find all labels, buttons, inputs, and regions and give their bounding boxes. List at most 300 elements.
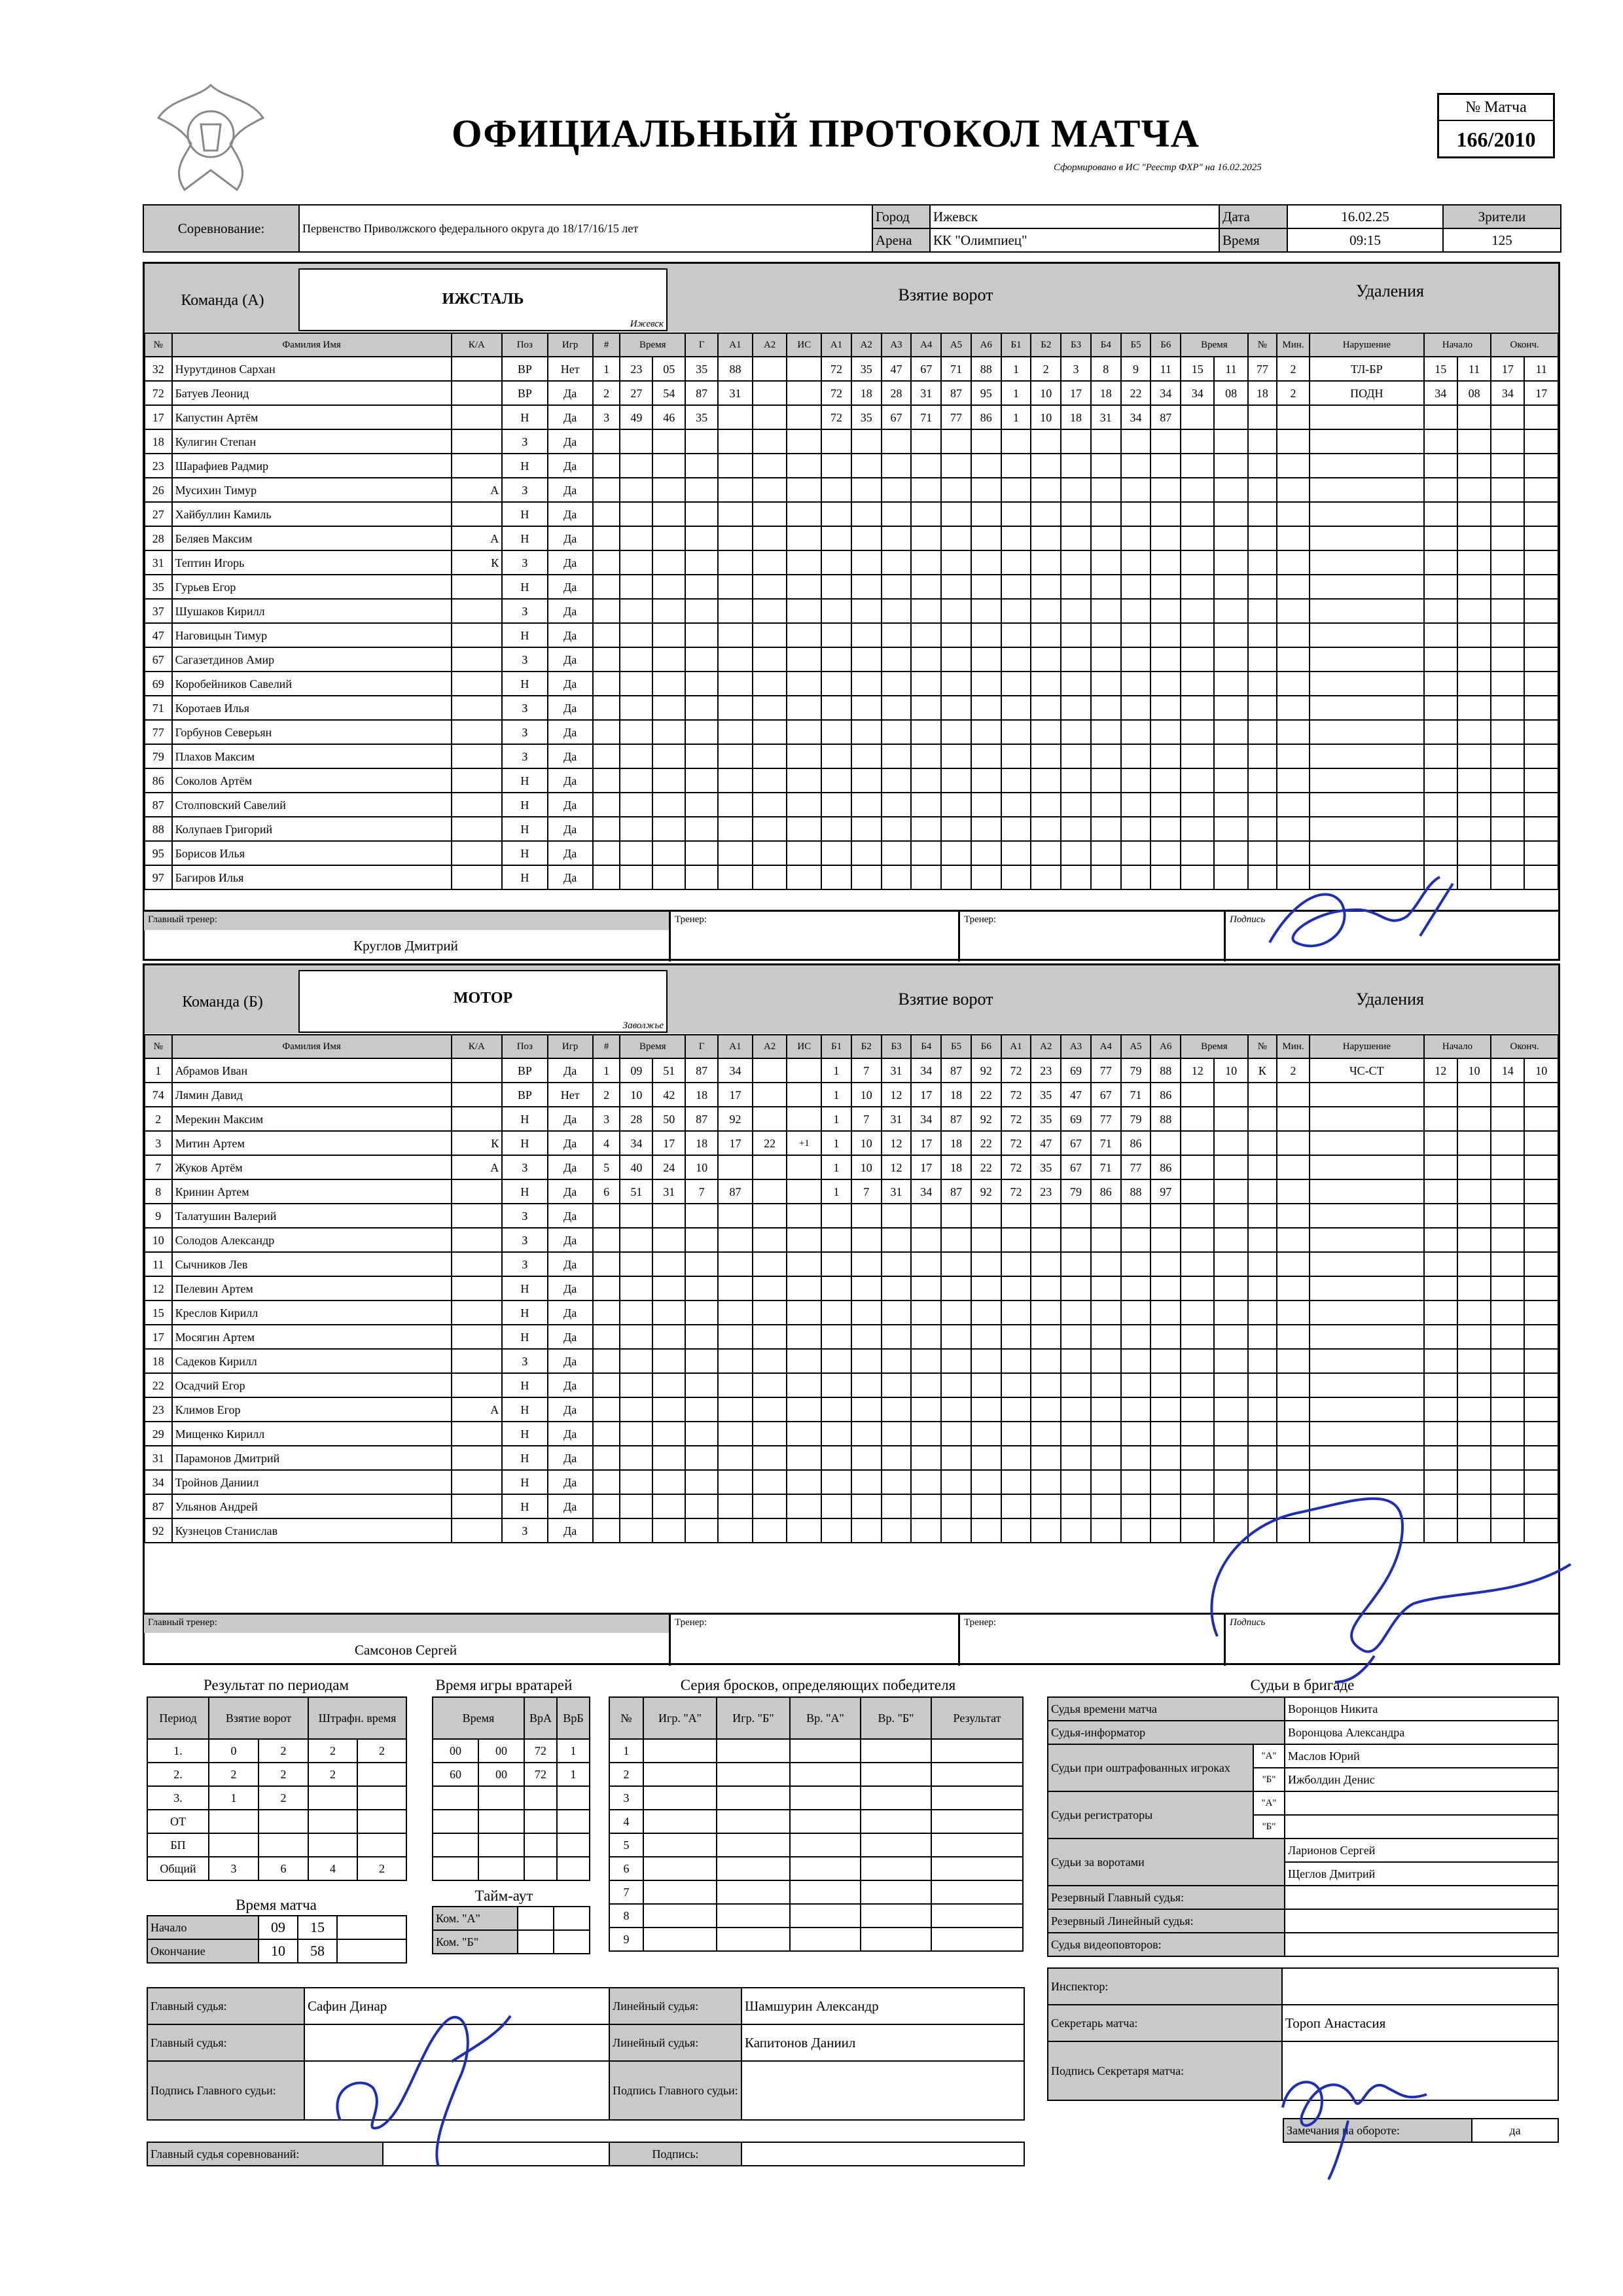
pen-end-sec [1524, 1373, 1558, 1397]
onice-left [911, 768, 941, 793]
col-onice-right: Б1 [1001, 333, 1031, 357]
onice-left [971, 1228, 1001, 1252]
player-played: Да [548, 1446, 593, 1470]
pen-end-sec [1524, 672, 1558, 696]
pen-minutes [1277, 1083, 1310, 1107]
onice-right [1091, 1300, 1121, 1325]
pen-player [1248, 1228, 1277, 1252]
onice-right [1150, 865, 1181, 889]
pen-end-sec [1524, 1276, 1558, 1300]
onice-left [971, 502, 1001, 526]
goal-scorer [685, 1252, 718, 1276]
onice-right [1091, 526, 1121, 550]
pen-start-sec: 10 [1457, 1058, 1491, 1083]
onice-right: 1 [1001, 357, 1031, 381]
player-name: Коробейников Савелий [172, 672, 452, 696]
gk-h-a: ВрА [524, 1697, 557, 1739]
pen-violation [1310, 1155, 1424, 1179]
onice-left [911, 1494, 941, 1518]
onice-left [851, 793, 882, 817]
pen-start-min [1424, 696, 1457, 720]
main-ref-label-2: Главный судья: [147, 2024, 304, 2061]
onice-right [1061, 526, 1091, 550]
onice-right: 35 [1031, 1155, 1061, 1179]
pen-end-min [1491, 1349, 1524, 1373]
onice-left: 34 [911, 1107, 941, 1131]
onice-left [941, 1373, 971, 1397]
pen-end-sec [1524, 1204, 1558, 1228]
player-row [145, 793, 1558, 817]
onice-right [1001, 1204, 1031, 1228]
goal-scorer [685, 526, 718, 550]
onice-left [851, 550, 882, 575]
pen-player [1248, 817, 1277, 841]
goal-situation [787, 1276, 821, 1300]
reg-label: Судьи регистраторы [1048, 1791, 1253, 1839]
pen-min [1181, 405, 1214, 429]
goal-assist-2 [753, 357, 787, 381]
onice-right [1031, 1518, 1061, 1543]
onice-left [851, 1470, 882, 1494]
onice-right: 35 [1031, 1107, 1061, 1131]
pen-end-sec [1524, 1252, 1558, 1276]
onice-right [1150, 672, 1181, 696]
goal-situation [787, 720, 821, 744]
so-cell [717, 1880, 790, 1904]
pen-player [1248, 1349, 1277, 1373]
onice-right: 18 [1091, 381, 1121, 405]
onice-left [851, 768, 882, 793]
pen-end-sec: 10 [1524, 1058, 1558, 1083]
gk-sec [478, 1786, 524, 1810]
player-row [145, 647, 1558, 672]
goal-sec [652, 1373, 685, 1397]
pen-end-min [1491, 478, 1524, 502]
onice-right [1121, 1252, 1151, 1276]
pen-end-min [1491, 599, 1524, 623]
onice-left [882, 1228, 912, 1252]
goal-assist-2 [753, 526, 787, 550]
pen-start-sec [1457, 405, 1491, 429]
goal-assist-2 [753, 672, 787, 696]
player-row [145, 1325, 1558, 1349]
player-name: Сычников Лев [172, 1252, 452, 1276]
onice-right [1091, 672, 1121, 696]
goal-sec: 17 [652, 1131, 685, 1155]
team-a-trainer-2 [958, 912, 1226, 961]
pen-min [1181, 526, 1214, 550]
goal-scorer: 35 [685, 405, 718, 429]
pen-sec [1214, 550, 1247, 575]
onice-right [1061, 865, 1091, 889]
pen-end-min: 34 [1491, 381, 1524, 405]
pen-violation [1310, 1349, 1424, 1373]
onice-right: 31 [1091, 405, 1121, 429]
pen-min [1181, 1300, 1214, 1325]
res-line [1285, 1909, 1558, 1933]
col-onice-left: Б4 [911, 1035, 941, 1058]
goal-min [620, 720, 652, 744]
so-cell [931, 1786, 1023, 1810]
start-blank [337, 1916, 406, 1939]
pen-violation [1310, 1179, 1424, 1204]
onice-right [1150, 1252, 1181, 1276]
goal-judge-1: Ларионов Сергей [1285, 1839, 1558, 1862]
pen-minutes [1277, 1155, 1310, 1179]
onice-right [1121, 1349, 1151, 1373]
onice-left [821, 526, 851, 550]
pen-start-min [1424, 744, 1457, 768]
onice-left: 22 [971, 1155, 1001, 1179]
pen-end-sec [1524, 1228, 1558, 1252]
pen-sec [1214, 1131, 1247, 1155]
onice-right [1121, 744, 1151, 768]
player-captain [452, 381, 503, 405]
onice-left [971, 817, 1001, 841]
goal-assist-2 [753, 1300, 787, 1325]
pen-minutes [1277, 1204, 1310, 1228]
goal-min [620, 1397, 652, 1422]
pen-sec [1214, 526, 1247, 550]
gk-min: 00 [433, 1739, 478, 1763]
onice-left [911, 502, 941, 526]
pen-start-min [1424, 817, 1457, 841]
onice-right [1150, 720, 1181, 744]
pen-violation [1310, 599, 1424, 623]
goal-scorer [685, 454, 718, 478]
onice-right [1121, 1494, 1151, 1518]
goal-assist-1 [718, 1422, 753, 1446]
pen-start-min [1424, 1204, 1457, 1228]
player-name: Пелевин Артем [172, 1276, 452, 1300]
col-is: ИС [787, 333, 821, 357]
goal-assist-1 [718, 647, 753, 672]
pen-start-min [1424, 1373, 1457, 1397]
onice-left [882, 1252, 912, 1276]
onice-left [821, 1397, 851, 1422]
goal-assist-2 [753, 1228, 787, 1252]
sign-label: Подпись [1230, 914, 1266, 925]
pen-end-sec [1524, 1107, 1558, 1131]
res-line-label: Резервный Линейный судья: [1048, 1909, 1285, 1933]
pen-end-sec [1524, 478, 1558, 502]
onice-left [971, 1373, 1001, 1397]
onice-left [882, 1373, 912, 1397]
pen-player [1248, 793, 1277, 817]
goal-assist-2 [753, 429, 787, 454]
onice-right [1150, 647, 1181, 672]
onice-left: 92 [971, 1058, 1001, 1083]
col-onice-right: А1 [1001, 1035, 1031, 1058]
goal-assist-2 [753, 454, 787, 478]
player-row [145, 1058, 1558, 1083]
onice-left [941, 672, 971, 696]
onice-left [821, 1252, 851, 1276]
so-no: 7 [609, 1880, 643, 1904]
gk-min [433, 1833, 478, 1857]
goal-number [593, 454, 620, 478]
so-no: 4 [609, 1810, 643, 1833]
pen-start-min [1424, 1252, 1457, 1276]
pen-violation [1310, 1276, 1424, 1300]
player-row [145, 672, 1558, 696]
goal-assist-2 [753, 575, 787, 599]
onice-right [1061, 1325, 1091, 1349]
onice-right: 79 [1121, 1107, 1151, 1131]
goal-situation [787, 575, 821, 599]
player-captain [452, 647, 503, 672]
team-a-name-box [298, 268, 668, 331]
timeout-a-cell [518, 1907, 554, 1930]
onice-left [882, 1349, 912, 1373]
goal-assist-2 [753, 1518, 787, 1543]
onice-right [1121, 720, 1151, 744]
pen-minutes [1277, 405, 1310, 429]
onice-right [1121, 454, 1151, 478]
goal-scorer [685, 1494, 718, 1518]
pen-minutes [1277, 454, 1310, 478]
col-onice-left: А5 [941, 333, 971, 357]
secretary: Тороп Анастасия [1282, 2005, 1558, 2041]
goal-assist-2 [753, 1155, 787, 1179]
pen-start-sec [1457, 1373, 1491, 1397]
col-onice-left: Б1 [821, 1035, 851, 1058]
col-is: ИС [787, 1035, 821, 1058]
player-captain [452, 793, 503, 817]
onice-left [971, 720, 1001, 744]
goal-scorer [685, 744, 718, 768]
player-captain [452, 1446, 503, 1470]
goal-scorer [685, 1397, 718, 1422]
onice-left [851, 817, 882, 841]
onice-right [1031, 1349, 1061, 1373]
pen-minutes [1277, 1107, 1310, 1131]
pen-end-sec [1524, 696, 1558, 720]
onice-left: 1 [821, 1083, 851, 1107]
pen-sec [1214, 696, 1247, 720]
pen-violation [1310, 647, 1424, 672]
player-number: 97 [145, 865, 172, 889]
goal-sec [652, 865, 685, 889]
goal-situation [787, 1446, 821, 1470]
onice-left [821, 1228, 851, 1252]
onice-right [1150, 1446, 1181, 1470]
onice-left: 92 [971, 1107, 1001, 1131]
goal-scorer: 18 [685, 1131, 718, 1155]
so-cell [717, 1928, 790, 1951]
so-cell [790, 1833, 861, 1857]
player-position: Н [502, 1325, 547, 1349]
onice-left: 88 [971, 357, 1001, 381]
pen-minutes [1277, 696, 1310, 720]
onice-right [1150, 817, 1181, 841]
goal-situation [787, 1470, 821, 1494]
pen-end-sec [1524, 1179, 1558, 1204]
player-number: 11 [145, 1252, 172, 1276]
date-label: Дата [1219, 205, 1287, 228]
period-row [147, 1833, 406, 1857]
pen-end-min [1491, 1083, 1524, 1107]
player-number: 95 [145, 841, 172, 865]
pen-player [1248, 429, 1277, 454]
goal-sec [652, 1325, 685, 1349]
goal-min [620, 672, 652, 696]
onice-right [1091, 429, 1121, 454]
onice-right [1061, 817, 1091, 841]
onice-right [1150, 1494, 1181, 1518]
onice-left [911, 1446, 941, 1470]
onice-left [821, 720, 851, 744]
goal-scorer [685, 502, 718, 526]
onice-left [851, 599, 882, 623]
player-played: Да [548, 1325, 593, 1349]
goal-sec [652, 1470, 685, 1494]
results-table [147, 1696, 407, 1881]
player-position: Н [502, 623, 547, 647]
goal-min [620, 1252, 652, 1276]
onice-left: 72 [821, 381, 851, 405]
onice-right [1061, 1228, 1091, 1252]
onice-left [882, 865, 912, 889]
goal-sec: 54 [652, 381, 685, 405]
goal-number [593, 429, 620, 454]
player-number: 69 [145, 672, 172, 696]
goal-scorer [685, 647, 718, 672]
shootout-row [609, 1833, 1023, 1857]
goal-situation [787, 1107, 821, 1131]
col-onice-right: А6 [1150, 1035, 1181, 1058]
pen-violation [1310, 744, 1424, 768]
onice-right [1150, 1373, 1181, 1397]
pen-end-min [1491, 647, 1524, 672]
gk-row [433, 1739, 590, 1763]
generated-note: Сформировано в ИС "Реестр ФХР" на 16.02.2025 [1054, 162, 1262, 173]
onice-right: 86 [1121, 1131, 1151, 1155]
onice-right [1150, 768, 1181, 793]
player-name: Мосягин Артем [172, 1325, 452, 1349]
onice-right [1031, 793, 1061, 817]
pen-min [1181, 1131, 1214, 1155]
goal-assist-2 [753, 1397, 787, 1422]
pen-end-sec [1524, 1397, 1558, 1422]
onice-left [821, 1494, 851, 1518]
goal-sec [652, 550, 685, 575]
pen-player [1248, 550, 1277, 575]
period-pen-b [357, 1763, 406, 1786]
onice-right: 2 [1031, 357, 1061, 381]
period-goals-a: 2 [209, 1763, 259, 1786]
pen-start-min [1424, 599, 1457, 623]
onice-left [941, 1300, 971, 1325]
goal-number: 3 [593, 1107, 620, 1131]
pen-minutes [1277, 1252, 1310, 1276]
pen-player [1248, 647, 1277, 672]
onice-left [941, 478, 971, 502]
pen-violation [1310, 478, 1424, 502]
signature-team-a [1257, 870, 1466, 962]
goal-number [593, 1446, 620, 1470]
player-captain [452, 1494, 503, 1518]
onice-left [851, 672, 882, 696]
player-row [145, 817, 1558, 841]
pen-violation [1310, 1300, 1424, 1325]
pen-sec [1214, 744, 1247, 768]
goal-situation [787, 696, 821, 720]
goal-number [593, 647, 620, 672]
goal-number [593, 502, 620, 526]
gk-sec [478, 1810, 524, 1833]
goal-sec [652, 647, 685, 672]
onice-right [1031, 502, 1061, 526]
pen-minutes [1277, 1228, 1310, 1252]
pen-min [1181, 1155, 1214, 1179]
goal-assist-1 [718, 454, 753, 478]
pen-sec [1214, 429, 1247, 454]
player-captain [452, 1107, 503, 1131]
pen-start-min [1424, 1228, 1457, 1252]
onice-left [911, 672, 941, 696]
onice-left [911, 478, 941, 502]
pen-start-sec [1457, 1228, 1491, 1252]
col-pen-time: Время [1181, 1035, 1248, 1058]
goal-assist-2 [753, 1422, 787, 1446]
pen-start-sec [1457, 1107, 1491, 1131]
pen-player [1248, 720, 1277, 744]
onice-left [882, 647, 912, 672]
onice-right [1061, 744, 1091, 768]
col-onice-left: А1 [821, 333, 851, 357]
goal-situation [787, 865, 821, 889]
onice-left: 12 [882, 1131, 912, 1155]
onice-right: 10 [1031, 405, 1061, 429]
col-goal-time: Время [620, 333, 685, 357]
pen-end-sec [1524, 1131, 1558, 1155]
so-cell [790, 1880, 861, 1904]
goal-number [593, 1252, 620, 1276]
onice-left [971, 1470, 1001, 1494]
player-row [145, 550, 1558, 575]
onice-right [1061, 793, 1091, 817]
player-row [145, 1373, 1558, 1397]
col-pen-no: № [1248, 333, 1277, 357]
onice-right [1121, 1422, 1151, 1446]
pen-start-sec [1457, 647, 1491, 672]
pen-start-min [1424, 1083, 1457, 1107]
notes-label: Замечания на обороте: [1283, 2119, 1472, 2142]
pen-start-min [1424, 647, 1457, 672]
player-name: Нурутдинов Сархан [172, 357, 452, 381]
so-cell [931, 1763, 1023, 1786]
onice-left [911, 720, 941, 744]
pen-start-sec [1457, 672, 1491, 696]
goal-min [620, 793, 652, 817]
player-captain [452, 672, 503, 696]
goal-number [593, 865, 620, 889]
goal-assist-2 [753, 1470, 787, 1494]
player-number: 74 [145, 1083, 172, 1107]
onice-left: 34 [911, 1179, 941, 1204]
pen-end-min [1491, 1276, 1524, 1300]
onice-right [1061, 1252, 1091, 1276]
player-position: Н [502, 1107, 547, 1131]
so-h-res: Результат [931, 1697, 1023, 1739]
col-ka: К/А [452, 333, 503, 357]
period-pen-a [308, 1833, 357, 1857]
pen-minutes [1277, 599, 1310, 623]
pen-start-min [1424, 720, 1457, 744]
shootout-row [609, 1904, 1023, 1928]
goal-number [593, 575, 620, 599]
